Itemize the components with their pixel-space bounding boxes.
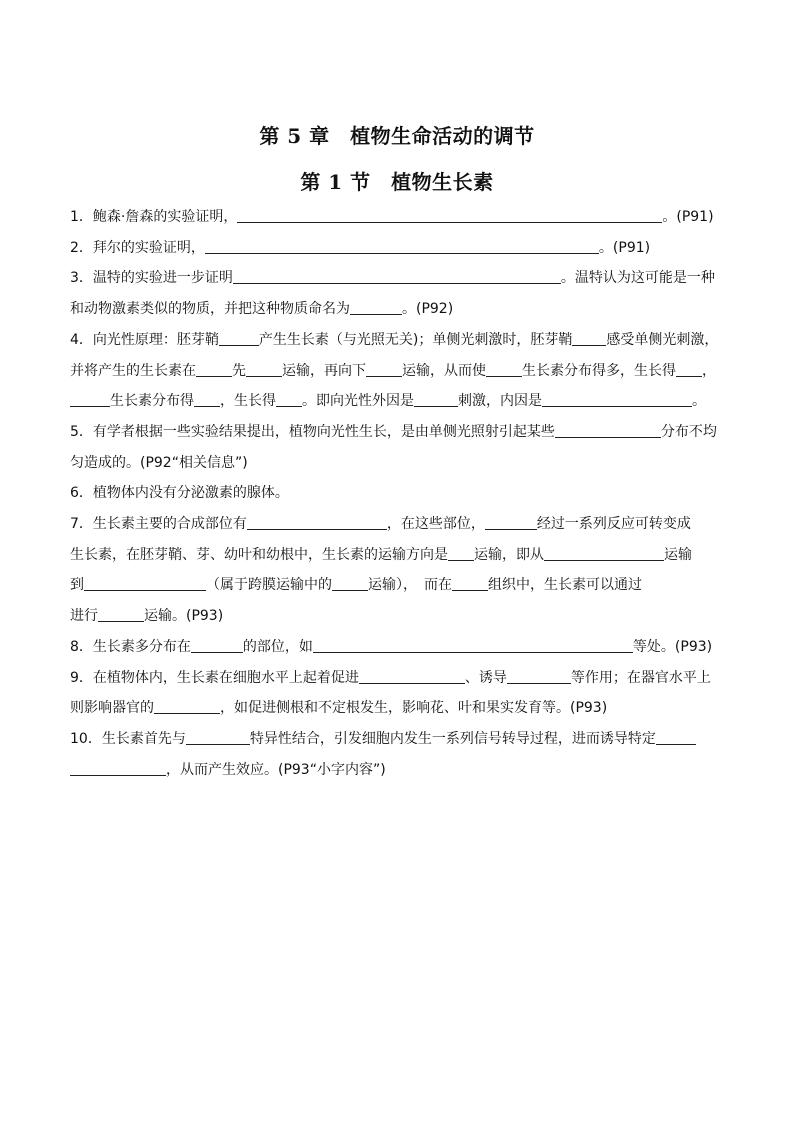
answer-blank[interactable] [237,208,662,223]
q9-text: 9．在植物体内，生长素在细胞水平上起着促进 [70,669,359,686]
question-7 [70,509,730,540]
answer-blank[interactable] [233,269,561,284]
question-7-line-3 [70,570,730,601]
answer-blank[interactable] [186,730,250,745]
q4-text-2: 产生生长素（与光照无关)；单侧光刺激时，胚芽鞘 [258,331,573,348]
section-title: 第 1 节 植物生长素 [300,170,494,194]
q3-text-2: 。温特认为这可能是一种 [560,270,715,287]
q7-text: 7．生长素主要的合成部位有 [70,516,247,533]
answer-blank[interactable] [656,730,696,745]
q7-text-8: （属于跨膜运输中的 [206,577,332,594]
q4-text-6: 运输，再向下 [282,362,366,379]
answer-blank[interactable] [350,300,402,315]
answer-blank[interactable] [84,576,206,591]
q2-text: 2．拜尔的实验证明， [70,239,205,256]
q4-text-9: ， [702,362,716,379]
q4-text-10: 生长素分布得 [110,393,194,410]
q1-text: 1．鲍森·詹森的实验证明， [70,209,238,225]
answer-blank[interactable] [70,761,166,776]
q7-text-4: 生长素，在胚芽鞘、芽、幼叶和幼根中，生长素的运输方向是 [70,546,448,563]
q9-ref: ，如促进侧根和不定根发生，影响花、叶和果实发育等。(P93) [220,700,608,717]
q3-text: 3．温特的实验进一步证明 [70,270,233,287]
question-list [70,202,730,785]
question-3-line-2 [70,294,730,325]
q9-text-4: 则影响器官的 [70,700,154,717]
answer-blank[interactable] [154,699,220,714]
q5-ref: 匀造成的。(P92“相关信息”) [70,454,248,471]
q7-text-3: 经过一系列反应可转变成 [536,516,691,533]
question-5 [70,417,730,448]
q5-text-2: 分布不均 [660,423,717,440]
answer-blank[interactable] [448,546,474,561]
q10-text-2: 特异性结合，引发细胞内发生一系列信号转导过程，进而诱导特定 [249,730,656,747]
q4-text: 4．向光性原理：胚芽鞘 [70,331,219,348]
q10-text: 10．生长素首先与 [70,730,186,747]
question-7-line-4 [70,601,730,632]
q7-text-6: 运输 [664,546,692,563]
question-4-line-3 [70,386,730,417]
q7-text-9: 运输）， 而在 [368,577,452,594]
answer-blank[interactable] [219,331,259,346]
q9-text-2: 、诱导 [464,669,507,686]
q3-text-3: 和动物激素类似的物质，并把这种物质命名为 [70,301,350,318]
answer-blank[interactable] [98,607,144,622]
question-9-line-2 [70,693,730,724]
question-6 [70,478,730,509]
q4-text-8: 生长素分布得多，生长得 [522,362,676,379]
q8-text: 8．生长素多分布在 [70,638,191,655]
q4-text-11: ，生长得 [220,393,276,410]
q4-text-4: 并将产生的生长素在 [70,362,196,379]
q4-text-13: 刺激，内因是 [458,393,542,410]
answer-blank[interactable] [544,546,664,561]
q6-text: 6．植物体内没有分泌激素的腺体。 [70,485,289,502]
q2-ref: 。(P91) [598,239,651,256]
question-10 [70,724,730,755]
answer-blank[interactable] [70,392,110,407]
q1-ref: 。(P91) [662,209,714,225]
q5-text: 5．有学者根据一些实验结果提出，植物向光性生长，是由单侧光照射引起某些 [70,423,555,440]
q3-ref: 。(P92) [402,301,454,318]
answer-blank[interactable] [359,669,465,684]
q4-text-7: 运输，从而使 [402,362,486,379]
answer-blank[interactable] [485,515,537,530]
q7-text-5: 运输，即从 [474,546,544,563]
q4-text-3: 感受单侧光刺激， [606,331,719,348]
answer-blank[interactable] [555,423,661,438]
question-9 [70,663,730,694]
answer-blank[interactable] [507,669,571,684]
q4-text-14: 。 [692,393,706,410]
q10-ref: ，从而产生效应。(P93“小字内容”) [166,761,386,778]
q7-ref: 运输。(P93) [144,608,224,625]
q7-text-2: ，在这些部位， [386,516,485,533]
answer-blank[interactable] [191,638,243,653]
question-4-line-2 [70,356,730,387]
q8-ref: 等处。(P93) [632,638,713,655]
answer-blank[interactable] [247,515,387,530]
answer-blank[interactable] [276,392,302,407]
question-3 [70,263,730,294]
question-7-line-2 [70,540,730,571]
question-1 [70,202,730,233]
question-10-line-2 [70,755,730,786]
answer-blank[interactable] [194,392,220,407]
answer-blank[interactable] [366,362,402,377]
answer-blank[interactable] [205,239,599,254]
answer-blank[interactable] [313,638,633,653]
q4-text-12: 。即向光性外因是 [302,393,414,410]
question-4 [70,325,730,356]
answer-blank[interactable] [542,392,692,407]
q4-text-5: 先 [232,362,246,379]
answer-blank[interactable] [196,362,232,377]
q8-text-2: 的部位，如 [242,638,313,655]
answer-blank[interactable] [452,576,488,591]
q9-text-3: 等作用；在器官水平上 [570,669,711,686]
answer-blank[interactable] [486,362,522,377]
answer-blank[interactable] [676,362,702,377]
q7-text-7: 到 [70,577,84,594]
question-5-line-2 [70,448,730,479]
answer-blank[interactable] [414,392,458,407]
question-2 [70,233,730,264]
q7-text-10: 组织中，生长素可以通过 [488,577,642,594]
question-8 [70,632,730,663]
answer-blank[interactable] [332,576,368,591]
answer-blank[interactable] [572,331,606,346]
q7-text-11: 进行 [70,608,98,625]
chapter-title: 第 5 章 植物生命活动的调节 [259,124,535,148]
answer-blank[interactable] [246,362,282,377]
